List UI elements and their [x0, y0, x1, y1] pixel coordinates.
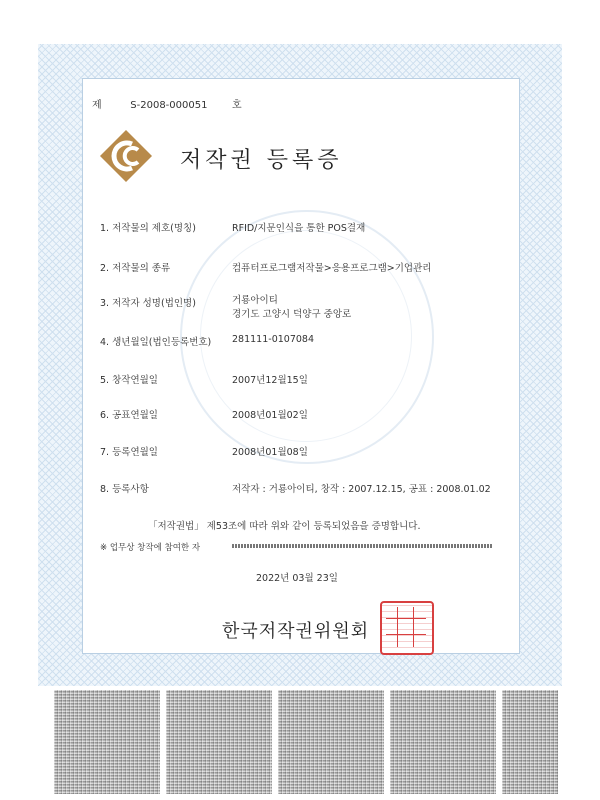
field-label-author: 3. 저작자 성명(법인명) — [100, 298, 196, 309]
issue-date: 2022년 03월 23일 — [256, 573, 338, 584]
field-label-title: 1. 저작물의 제호(명칭) — [100, 223, 196, 234]
field-value-author: 거룡아이티 — [232, 295, 278, 306]
copyright-logo-icon — [98, 128, 154, 184]
redacted-block-2 — [166, 690, 272, 794]
field-value-type: 컴퓨터프로그램저작물>응용프로그램>기업관리 — [232, 263, 432, 274]
field-value-created: 2007년12월15일 — [232, 375, 308, 386]
field-label-details: 8. 등록사항 — [100, 484, 149, 495]
official-seal-stamp — [380, 601, 434, 655]
field-value-published: 2008년01월02일 — [232, 410, 308, 421]
note-label: ※ 업무상 창작에 참여한 자 — [100, 543, 201, 553]
document-title: 저작권 등록증 — [180, 148, 343, 173]
number-prefix: 제 — [92, 100, 102, 111]
registration-number — [92, 96, 242, 111]
redacted-block-1 — [54, 690, 160, 794]
field-value-title: RFID/지문인식을 통한 POS결재 — [232, 223, 366, 234]
field-label-type: 2. 저작물의 종류 — [100, 263, 171, 274]
field-value-address: 경기도 고양시 덕양구 중앙로 — [232, 309, 352, 320]
field-label-published: 6. 공표연월일 — [100, 410, 158, 421]
issuer-name: 한국저작권위원회 — [222, 621, 370, 642]
field-label-regno: 4. 생년월일(법인등록번호) — [100, 337, 212, 348]
certification-statement: 「저작권법」 제53조에 따라 위와 같이 등록되었음을 증명합니다. — [148, 521, 421, 532]
number-suffix: 호 — [232, 100, 242, 111]
field-value-registered: 2008년01월08일 — [232, 447, 308, 458]
field-value-details: 저작자 : 거룡아이티, 창작 : 2007.12.15, 공표 : 2008.01.02 — [232, 484, 491, 495]
redacted-block-4 — [390, 690, 496, 794]
number-value: S-2008-000051 — [130, 100, 208, 111]
field-value-regno: 281111-0107084 — [232, 334, 315, 345]
redacted-block-5 — [502, 690, 558, 794]
field-label-registered: 7. 등록연월일 — [100, 447, 158, 458]
field-label-created: 5. 창작연월일 — [100, 375, 158, 386]
participants-fine-print — [232, 544, 492, 548]
redacted-block-3 — [278, 690, 384, 794]
